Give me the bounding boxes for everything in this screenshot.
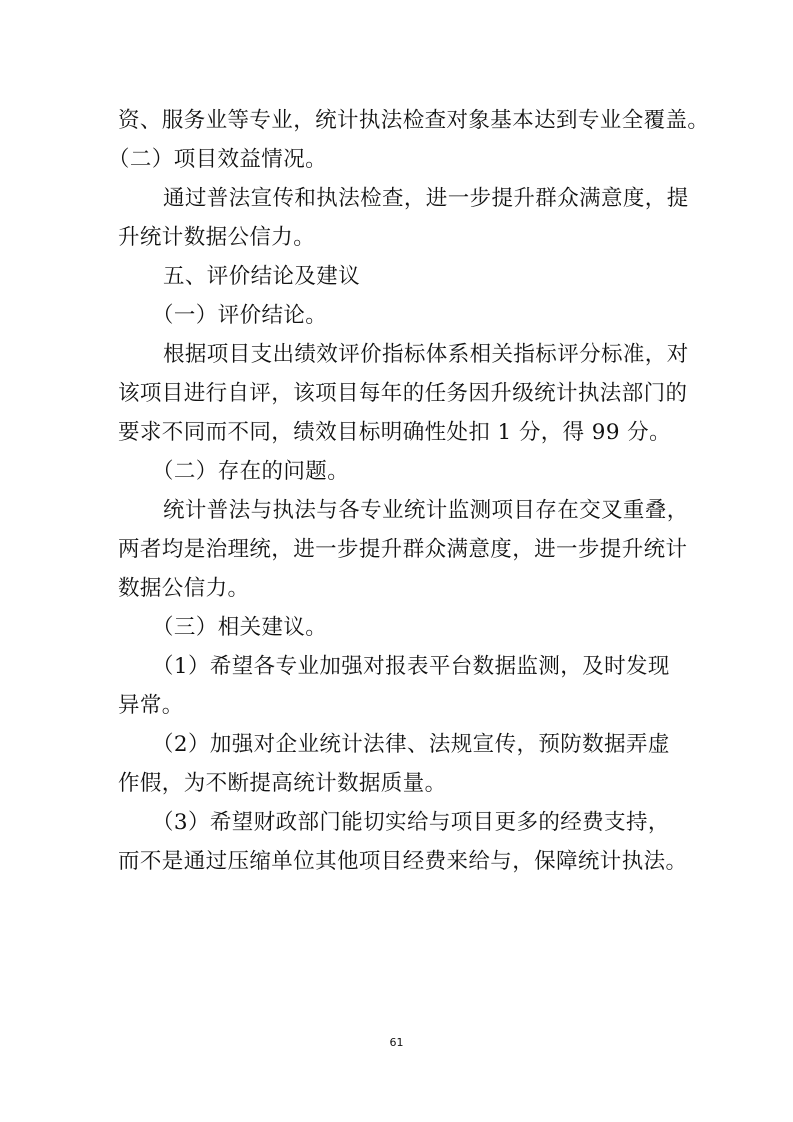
line-text: （3）希望财政部门能切实给与项目更多的经费支持， xyxy=(152,810,670,835)
line-text: 作假，为不断提高统计数据质量。 xyxy=(118,771,447,796)
text-line xyxy=(0,334,793,376)
text-line xyxy=(0,763,793,805)
text-line xyxy=(0,841,793,883)
line-text: 数据公信力。 xyxy=(118,576,250,601)
section-heading xyxy=(0,256,793,298)
text-line xyxy=(0,373,793,415)
line-text: 五、评价结论及建议 xyxy=(163,264,361,289)
section-heading xyxy=(0,139,793,181)
line-text: （二）存在的问题。 xyxy=(152,459,350,484)
text-line xyxy=(0,724,793,766)
section-heading xyxy=(0,451,793,493)
line-text: （二）项目效益情况。 xyxy=(108,147,328,172)
line-text: （1）希望各专业加强对报表平台数据监测，及时发现 xyxy=(152,654,670,679)
text-line xyxy=(0,568,793,610)
text-line xyxy=(0,490,793,532)
line-text: 该项目进行自评，该项目每年的任务因升级统计执法部门的 xyxy=(118,381,688,406)
text-line xyxy=(0,685,793,727)
line-text: （三）相关建议。 xyxy=(152,615,328,640)
line-text: 异常。 xyxy=(118,693,184,718)
page-number: 61 xyxy=(389,1036,404,1049)
line-text: 统计普法与执法与各专业统计监测项目存在交叉重叠， xyxy=(163,498,689,523)
line-text: （一）评价结论。 xyxy=(152,303,328,328)
section-heading xyxy=(0,295,793,337)
text-line xyxy=(0,178,793,220)
section-heading xyxy=(0,607,793,649)
text-line xyxy=(0,217,793,259)
text-line xyxy=(0,802,793,844)
text-line xyxy=(0,646,793,688)
text-line xyxy=(0,100,793,142)
line-text: 要求不同而不同，绩效目标明确性处扣 1 分，得 99 分。 xyxy=(118,420,671,445)
line-text: 升统计数据公信力。 xyxy=(118,225,316,250)
text-line xyxy=(0,529,793,571)
text-line xyxy=(0,412,793,454)
line-text: 而不是通过压缩单位其他项目经费来给与，保障统计执法。 xyxy=(118,849,688,874)
line-text: 通过普法宣传和执法检查，进一步提升群众满意度，提 xyxy=(163,186,689,211)
line-text: 根据项目支出绩效评价指标体系相关指标评分标准，对 xyxy=(163,342,689,367)
line-text: 资、服务业等专业，统计执法检查对象基本达到专业全覆盖。 xyxy=(118,108,710,133)
line-text: （2）加强对企业统计法律、法规宣传，预防数据弄虚 xyxy=(152,732,670,757)
line-text: 两者均是治理统，进一步提升群众满意度，进一步提升统计 xyxy=(118,537,688,562)
